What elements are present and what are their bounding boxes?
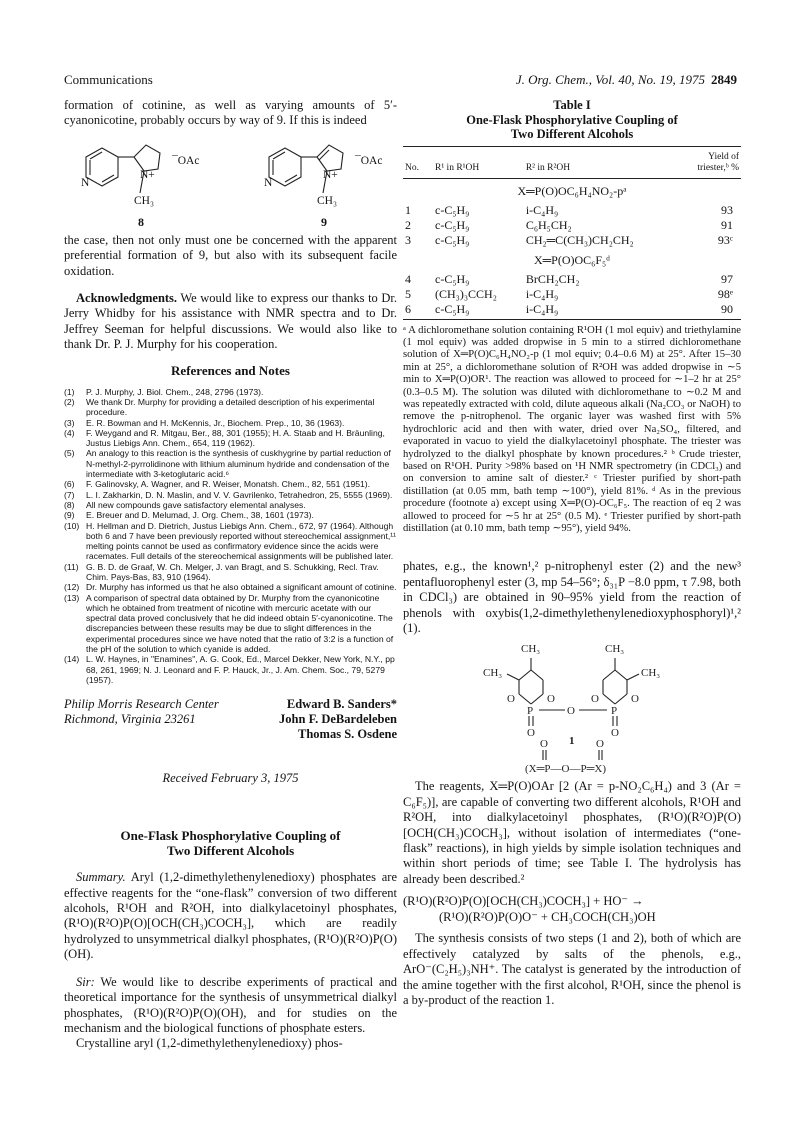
reference-item <box>64 510 397 520</box>
structure-8-n-ring: N <box>81 176 90 189</box>
running-header-journal <box>516 72 737 88</box>
compound-1-label-ch3c: CH₃ <box>483 667 503 680</box>
equation-line-1: (R¹O)(R²O)P(O)[OCH(CH₃)COCH₃] + HO⁻ → <box>403 894 644 909</box>
structure-9-methyl: CH₃ <box>317 194 337 207</box>
cell-r2: i-C₄H₉ <box>525 286 559 301</box>
reference-number: (2) <box>64 396 75 407</box>
reference-text: E. Breuer and D. Melumad, J. Org. Chem., 38, 1601 (1973). <box>86 510 314 521</box>
table-group-row <box>403 178 741 203</box>
affiliation-block <box>64 697 397 749</box>
left-column <box>64 98 397 1052</box>
compound-1-label-o8: O <box>540 738 548 751</box>
compound-1-labels <box>483 643 660 775</box>
sir-text: We would like to describe experiments of practical and theoretical importance for the synthesis of unsymmetrical dialkyl phosphates, (R¹O)(R²O)P(O)(OH), and for studies on the mechanism and the biological functions of phosphate esters. <box>64 974 397 1035</box>
col-header-r2: R² in R²OH <box>524 146 678 178</box>
reference-item <box>64 490 397 500</box>
compound-1-label-ch3b: CH₃ <box>605 643 625 656</box>
reference-text: L. I. Zakharkin, D. N. Maslin, and V. V. Gavrilenko, Tetrahedron, 25, 5555 (1969). <box>86 489 393 500</box>
reference-item <box>64 479 397 489</box>
cell-r1: c-C₅H₉ <box>435 202 470 217</box>
reference-item <box>64 593 397 655</box>
reagents-paragraph: The reagents, X═P(O)OAr [2 (Ar = p-NO₂C₆H₄) and 3 (Ar = C₆F₅)], are capable of converting two different alcohols, R¹OH and R²OH, into dialkylacetoinyl phosphates, (R¹O)(R²O)P(O)[OCH(CH₃)COCH₃], without isolation of intermediates (“one-flask” reactions), in high yields by simple isolation techniques and within short periods of time; see Table I. The hydrolysis has already been described.² <box>403 779 741 886</box>
compound-1-label-p1: P <box>527 705 534 718</box>
structure-9-anion: ¯OAc <box>355 154 383 167</box>
reference-text: Dr. Murphy has informed us that he also obtained a significant amount of cotinine. <box>86 582 397 593</box>
acknowledgments-paragraph <box>64 291 397 353</box>
structures-8-9 <box>64 133 397 231</box>
compound-1-label-o7: O <box>611 727 619 740</box>
compound-1-structure <box>403 640 741 775</box>
after-structures-paragraph: the case, then not only must one be concerned with the apparent preferential formation of 9, but also with its subsequent facile oxidation. <box>64 232 397 278</box>
table-group-label: X═P(O)OC₆H₄NO₂-pᵃ <box>517 183 627 198</box>
reference-item <box>64 448 397 479</box>
cell-no: 6 <box>403 302 433 320</box>
col-header-r1: R¹ in R¹OH <box>433 146 524 178</box>
structure-8-n-plus: N+ <box>140 168 155 181</box>
reference-text: H. Hellman and D. Dietrich, Justus Liebigs Ann. Chem., 672, 97 (1964). Although both 6 and 7 have been previously reported without stereochemical assignment,¹¹ melting points cannot be used as confirmatory evidence since the acids were racemates. Full details of the stereochemical assignments will be published later. <box>86 520 397 562</box>
reference-text: F. Weygand and R. Mitgau, Ber., 88, 301 (1955); H. A. Staab and H. Bräunling, Justus Liebigs Ann. Chem., 654, 119 (1962). <box>86 427 385 449</box>
cell-r1: (CH₃)₃CCH₂ <box>435 286 497 301</box>
table-row <box>403 233 741 248</box>
reference-item <box>64 521 397 562</box>
compound-1-label-o9: O <box>596 738 604 751</box>
acknowledgments-heading: Acknowledgments. <box>76 291 178 306</box>
reference-number: (10) <box>64 520 80 531</box>
compound-1-label-o3: O <box>591 693 599 706</box>
reference-number: (13) <box>64 592 80 603</box>
table-row <box>403 203 741 218</box>
references-list <box>64 387 397 686</box>
summary-paragraph <box>64 870 397 962</box>
table-1 <box>403 146 741 320</box>
structure-8-number: 8 <box>138 214 144 229</box>
reference-text: We thank Dr. Murphy for providing a detailed description of his experimental procedure. <box>86 396 375 418</box>
reference-text: G. B. D. de Graaf, W. Ch. Melger, J. van Bragt, and S. Schukking, Recl. Trav. Chim. Pays-Bas, 83, 910 (1964). <box>86 561 379 582</box>
cell-yield: 97 <box>721 271 733 286</box>
cell-r2: i-C₄H₉ <box>525 202 559 217</box>
table-title: Table I One-Flask Phosphorylative Coupling of Two Different Alcohols <box>466 98 678 141</box>
cell-no: 5 <box>405 286 411 301</box>
cell-r2: i-C₄H₉ <box>524 302 678 320</box>
reference-item <box>64 397 397 418</box>
cell-r1: c-C₅H₉ <box>433 302 524 320</box>
reference-number: (6) <box>64 479 75 490</box>
compound-1-label-x: (X═P—O—P═X) <box>525 763 606 776</box>
cell-no: 3 <box>405 232 411 247</box>
table-header-row <box>403 146 741 178</box>
reference-number: (11) <box>64 561 79 572</box>
hydrolysis-equation <box>403 893 741 925</box>
cell-yield: 93 <box>721 202 733 217</box>
acknowledgments-text: We would like to express our thanks to Dr. Jerry Whidby for his assistance with NMR spectra and to Dr. Jeffrey Seeman for helpful discussions. We would also like to thank Dr. P. J. Murphy for his cooperation. <box>64 291 397 352</box>
reference-item <box>64 562 397 583</box>
references-heading: References and Notes <box>171 362 290 378</box>
table-group-label: X═P(O)OC₆F₅ᵈ <box>534 252 610 267</box>
structure-8-methyl: CH₃ <box>134 194 154 207</box>
compound-1-drawing <box>403 640 741 775</box>
summary-text: Aryl (1,2-dimethylethenylenedioxy) phosphates are effective reagents for the “one-flask” conversion of two different alcohols, R¹OH and R²OH, into dialkylacetoinyl phosphates, (R¹O)(R²O)P(O)[OCH(CH₃)COCH₃], which are readily hydrolyzed to unsymmetrical dialkyl phosphates, (R¹O)(R²O)P(O)(OH). <box>64 870 397 962</box>
received-date: Received February 3, 1975 <box>162 771 299 786</box>
table-body <box>403 178 741 319</box>
cell-no: 2 <box>405 217 411 232</box>
col-header-no: No. <box>403 146 433 178</box>
crystalline-line: Crystalline aryl (1,2-dimethylethenylenedioxy) phos- <box>76 1036 343 1051</box>
table-row <box>403 272 741 287</box>
compound-1-label-o6: O <box>527 727 535 740</box>
compound-1-label-o1: O <box>507 693 515 706</box>
cell-r2: C₆H₅CH₂ <box>525 217 572 232</box>
cell-yield: 91 <box>721 217 733 232</box>
reference-number: (9) <box>64 510 75 521</box>
reference-item <box>64 500 397 510</box>
sir-label: Sir: <box>76 974 95 989</box>
reference-text: P. J. Murphy, J. Biol. Chem., 248, 2796 (1973). <box>86 386 264 397</box>
reference-text: A comparison of spectral data obtained by Dr. Murphy from the cyanonicotine which he obtained from treatment of nicotine with mercuric acetate with our spectral data proved conclusively that he did indeed obtain 5′-cyanonicotine. The discrepancies between these results may be due to slight differences in the experimental procedures since we have noted that the ratio of 3:2 is a function of the pH of the solution to which cyanide is added. <box>86 592 394 655</box>
cell-r1: c-C₅H₉ <box>435 217 470 232</box>
cell-r1: c-C₅H₉ <box>435 232 470 247</box>
structure-8 <box>64 133 214 231</box>
structure-8-anion: ¯OAc <box>172 154 200 167</box>
intro-paragraph: formation of cotinine, as well as varying amounts of 5′-cyanonicotine, probably occurs by way of 9. If this is indeed <box>64 98 397 128</box>
compound-1-label-o4: O <box>631 693 639 706</box>
authors: Edward B. Sanders* John F. DeBardeleben Thomas S. Osdene <box>279 697 397 742</box>
compound-1-label-num: 1 <box>569 735 575 748</box>
compound-1-label-o2: O <box>547 693 555 706</box>
synthesis-paragraph: The synthesis consists of two steps (1 and 2), both of which are effectively catalyzed by salts of the phenols, e.g., ArO⁻(C₂H₅)₃NH⁺. The catalyst is generated by the introduction of the amine together with the first alcohol, R¹OH, since the phenol is a by-product of the reaction 1. <box>403 931 741 1007</box>
structure-9-n-plus: N+ <box>323 168 338 181</box>
reference-text: All new compounds gave satisfactory elemental analyses. <box>86 499 306 510</box>
table-row <box>403 302 741 320</box>
cell-yield: 93ᶜ <box>717 232 733 247</box>
table-row <box>403 218 741 233</box>
reference-number: (12) <box>64 582 80 593</box>
summary-label: Summary. <box>76 870 126 885</box>
reference-item <box>64 418 397 428</box>
institution: Philip Morris Research Center Richmond, Virginia 23261 <box>64 697 219 727</box>
structure-9-number: 9 <box>321 214 327 229</box>
cell-yield: 98ᵉ <box>717 286 733 301</box>
reference-number: (4) <box>64 427 75 438</box>
compound-1-label-p2: P <box>611 705 618 718</box>
reference-text: E. R. Bowman and H. McKennis, Jr., Biochem. Prep., 10, 36 (1963). <box>86 417 345 428</box>
cell-no: 1 <box>405 202 411 217</box>
reference-number: (7) <box>64 489 75 500</box>
reference-text: F. Galinovsky, A. Wagner, and R. Weiser, Monatsh. Chem., 82, 551 (1951). <box>86 479 371 490</box>
right-column <box>403 98 741 1008</box>
reference-item <box>64 387 397 397</box>
compound-1-label-ch3a: CH₃ <box>521 643 541 656</box>
cell-r1: c-C₅H₉ <box>435 271 470 286</box>
cell-r2: BrCH₂CH₂ <box>525 271 580 286</box>
reference-text: An analogy to this reaction is the synthesis of cuskhygrine by partial reduction of N-methyl-2-pyrrolidinone with lithium aluminum hydride and condensation of the intermediate with 3-ketoglutaric acid.⁶ <box>86 448 391 480</box>
reference-text: L. W. Haynes, in "Enamines", A. G. Cook, Ed., Marcel Dekker, New York, N.Y., pp 68, 261, 1969; N. J. Leonard and F. P. Hauck, Jr., J. Am. Chem. Soc., 79, 5279 (1957). <box>86 654 395 685</box>
reference-number: (3) <box>64 417 75 428</box>
equation-line-2: (R¹O)(R²O)P(O)O⁻ + CH₃COCH(CH₃)OH <box>439 910 656 925</box>
cell-r2: CH₂═C(CH₃)CH₂CH₂ <box>525 232 634 247</box>
compound-1-label-o5: O <box>567 705 575 718</box>
reference-number: (5) <box>64 448 75 459</box>
journal-citation: J. Org. Chem., Vol. 40, No. 19, 1975 <box>515 72 705 87</box>
table-row <box>403 287 741 302</box>
table-group-row <box>403 248 741 272</box>
reference-number: (1) <box>64 386 75 397</box>
structure-9-n-ring: N <box>264 176 273 189</box>
running-header-section: Communications <box>64 72 153 87</box>
col-header-yield: Yield of triester,ᵇ % <box>678 146 741 178</box>
structure-9 <box>247 133 397 231</box>
page-number: 2849 <box>711 72 737 87</box>
cell-no: 4 <box>405 271 411 286</box>
reference-number: (14) <box>64 654 80 665</box>
cell-yield: 90 <box>678 302 741 320</box>
sir-paragraph <box>64 975 397 1037</box>
reference-item <box>64 428 397 449</box>
article-title: One-Flask Phosphorylative Coupling of Two Different Alcohols <box>120 828 341 859</box>
reference-item <box>64 654 397 685</box>
table-footnotes: ᵃ A dichloromethane solution containing R¹OH (1 mol equiv) and triethylamine (1 mol equiv) was added dropwise in 5 min to a stirred dichloromethane solution of X═P(O)C₆H₄NO₂-p (1 mol equiv; 0.4–0.6 M) at 25°. After 15–30 min at 25°, a dichloromethane solution of R²OH was added dropwise in ∼5 min to X═P(O)OR¹. The reaction was allowed to proceed for ∼1–2 hr at 25° (0.3–0.5 M). The solution was diluted with dichloromethane to ∼0.2 M and was repeatedly extracted with cold, dilute aqueous alkali (Na₂CO₃ or NaOH) to remove the p-nitrophenol. The organic layer was washed first with 5% hydrochloric acid and then with water, dried over Na₂SO₄, filtered, and evaporated in vacuo to yield the dialkylacetoinyl phosphate. The triester was hydrolyzed to the dialkyl phosphate by known procedures.² ᵇ Crude triester, based on R¹OH. Purity >98% based on ¹H NMR spectrometry (in CDCl₃) and on conversion to amine salt of diester.² ᶜ Triester purified by short-path distillation (at 0.05 mm, bath temp ∼100°), yield 81%. ᵈ As in the previous procedure (footnote a) except using X═P(O)-OC₆F₅. The reaction of eq 2 was allowed to proceed for ∼5 hr at 25° (0.5 M). ᵉ Triester purified by short-path distillation (at 0.10 mm, bath temp ∼95°), yield 94%. <box>403 324 741 534</box>
reference-number: (8) <box>64 499 75 510</box>
phosphates-paragraph: phates, e.g., the known¹,² p-nitrophenyl ester (2) and the new³ pentafluorophenyl ester (3, mp 54–56°; δ₃₁P −8.0 ppm, τ 7.98, both in CDCl₃) are obtained in 90–95% yield from the reaction of phenols with oxybis(1,2-dimethylethenylenedioxyphosphoryl)¹,² (1). <box>403 559 741 636</box>
compound-1-label-ch3d: CH₃ <box>641 667 661 680</box>
reference-item <box>64 582 397 592</box>
